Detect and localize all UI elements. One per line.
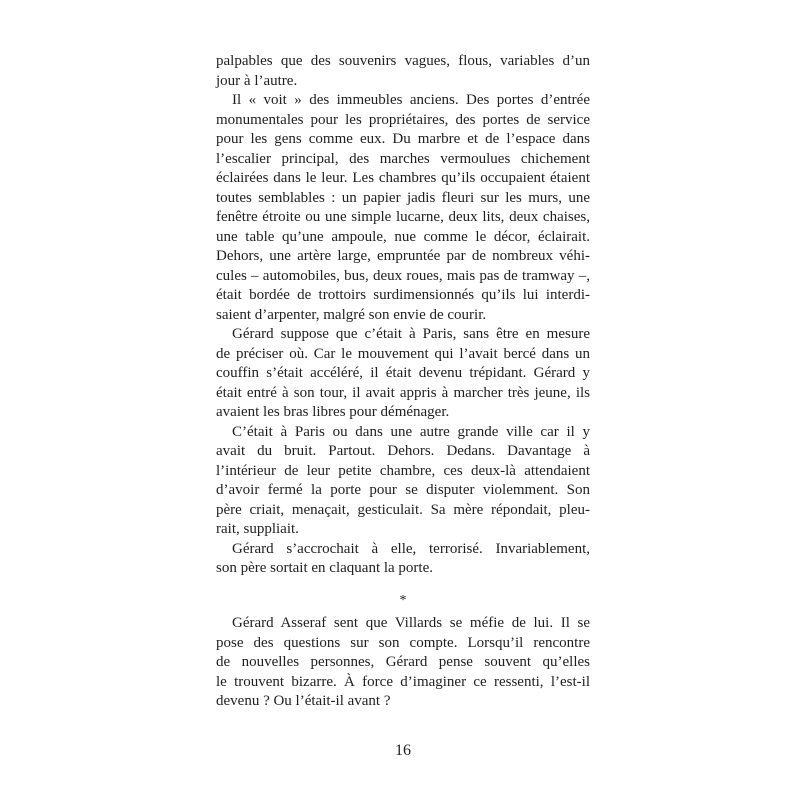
text-line: C’était à Paris ou dans une autre grande ville car il y (232, 423, 590, 440)
text-line: de préciser où. Car le mouvement qui l’avait bercé dans un (216, 345, 590, 362)
text-line: Il « voit » des immeubles anciens. Des portes d’entrée (232, 92, 590, 108)
text-line: fenêtre étroite ou une simple lucarne, deux lits, deux chaises, (216, 209, 590, 225)
text-line: avaient les bras libres pour déménager. (216, 404, 450, 420)
text-line: avait du bruit. Partout. Dehors. Dedans. Davantage à (216, 443, 590, 459)
page-number: 16 (395, 742, 411, 759)
paragraph (216, 91, 590, 325)
text-line: de nouvelles personnes, Gérard pense souvent qu’elles (216, 654, 590, 670)
text-line: saient d’arpenter, malgré son envie de courir. (216, 306, 487, 323)
paragraph (216, 423, 590, 540)
paragraph (216, 540, 590, 579)
text-line: monumentales pour les propriétaires, des portes de service (216, 111, 590, 128)
text-line: Gérard s’accrochait à elle, terrorisé. Invariablement, (232, 540, 590, 557)
text-line: éclairées dans le leur. Les chambres qu’ils occupaient étaient (216, 170, 590, 186)
section-break: * (399, 592, 407, 608)
text-line: devenu ? Ou l’était-il avant ? (216, 693, 391, 709)
text-line: le trouvent bizarre. À force d’imaginer ce ressenti, l’est-il (216, 673, 590, 690)
text-line: Dehors, une artère large, empruntée par de nombreux véhi- (216, 248, 590, 264)
text-line: l’escalier principal, des marches vermoulues chichement (216, 150, 590, 167)
text-line: jour à l’autre. (216, 72, 298, 89)
text-line: rait, suppliait. (216, 521, 299, 537)
text-line: son père sortait en claquant la porte. (216, 560, 434, 576)
text-line: était bordée de trottoirs surdimensionnés qu’ils lui interdi- (216, 287, 590, 303)
text-line: cules – automobiles, bus, deux roues, mais pas de tramway –, (216, 267, 590, 284)
text-line: l’intérieur de leur petite chambre, ces deux-là attendaient (216, 462, 590, 479)
paragraph (216, 325, 590, 423)
text-line: palpables que des souvenirs vagues, flous, variables d’un (216, 53, 590, 69)
text-line: d’avoir fermé la porte pour se disputer violemment. Son (216, 482, 590, 498)
paragraph (216, 52, 590, 91)
text-line: pour les gens comme eux. Du marbre et de l’espace dans (216, 131, 590, 147)
text-column (216, 52, 590, 712)
text-line: était entré à son tour, il avait appris à marcher très jeune, ils (216, 384, 590, 401)
text-line: une table qu’une ampoule, nue comme le décor, éclairait. (216, 228, 590, 245)
text-line: père criait, menaçait, gesticulait. Sa mère répondait, pleu- (216, 501, 590, 518)
text-line: couffin s’était accéléré, il était devenu trépidant. Gérard y (216, 365, 590, 381)
text-line: toutes semblables : un papier jadis fleuri sur les murs, une (216, 189, 590, 206)
text-line: pose des questions sur son compte. Lorsqu’il rencontre (216, 634, 590, 651)
paragraph (216, 614, 590, 712)
text-line: Gérard Asseraf sent que Villards se méfie de lui. Il se (232, 615, 590, 631)
text-line: Gérard suppose que c’était à Paris, sans être en mesure (232, 326, 590, 342)
